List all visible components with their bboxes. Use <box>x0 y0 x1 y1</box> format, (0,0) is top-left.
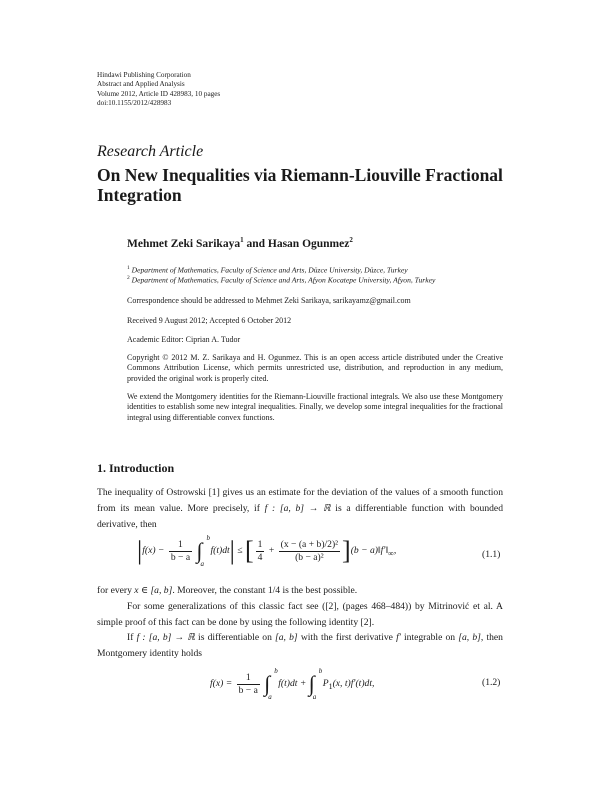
volume-info: Volume 2012, Article ID 428983, 10 pages <box>97 89 221 98</box>
author-1-affil: 1 <box>240 236 244 244</box>
equation-1-1: |f(x) − $\frac{1}{b - a}$ ∫ b a f(t)dt| ≤ [ $\frac{1}{4}$ + $\frac{\text{(x − (a + b)/2)²}}{\text{(b − a)²}}$ ]$(b - a)‖f'‖_\infty$, <box>137 534 397 568</box>
author-2-affil: 2 <box>349 236 353 244</box>
author-1: Mehmet Zeki Sarikaya <box>127 237 241 250</box>
affiliation-2: $^2$ Department of Mathematics, Faculty of Science and Arts, Afyon Kocatepe University, Afyon, Turkey <box>127 275 436 285</box>
authors-and: and <box>243 237 268 250</box>
journal-header <box>97 71 220 108</box>
authors <box>127 236 353 250</box>
article-type: Research Article <box>97 143 204 160</box>
equation-number-1-1: (1.1) <box>482 549 501 560</box>
equation-1-2: f(x) = $\frac{1}{b - a}$ ∫ b a f(t)dt + ∫ b a $P_1(x$, t)f′(t)dt, <box>210 667 375 701</box>
affiliation-1: $^1$ Department of Mathematics, Faculty of Science and Arts, Düzce University, Düzce, Turkey <box>127 265 408 275</box>
correspondence: Correspondence should be addressed to Mehmet Zeki Sarikaya, sarikayamz@gmail.com <box>127 296 411 305</box>
equation-number-1-2: (1.2) <box>482 677 501 688</box>
author-2: Hasan Ogunmez <box>267 237 350 250</box>
paper-title: On New Inequalities via Riemann-Liouville Fractional Integration <box>97 165 503 205</box>
intro-paragraph-2: for every x ∈ [a, b]. Moreover, the constant 1/4 is the best possible. <box>97 585 358 596</box>
journal-name: Abstract and Applied Analysis <box>97 80 185 89</box>
section-heading-introduction: 1. Introduction <box>97 461 175 475</box>
doi[interactable]: doi:10.1155/2012/428983 <box>97 98 172 107</box>
abstract: We extend the Montgomery identities for the Riemann-Liouville fractional integrals. We also use these Montgomery identities to establish some new integral inequalities. Finally, we develop some integral inequalities for the fractional integral using differentiable convex functions. <box>127 392 503 422</box>
publisher: Hindawi Publishing Corporation <box>97 71 191 79</box>
intro-paragraph-1: The inequality of Ostrowski [1] gives us an estimate for the deviation of the values of a smooth function from its mean value. More precisely, if f : [a, b] → ℝ is a differentiable function with bounded derivative, then <box>97 487 503 530</box>
copyright-notice: Copyright © 2012 M. Z. Sarikaya and H. Ogunmez. This is an open access article distributed under the Creative Commons Attribution License, which permits unrestricted use, distribution, and reproduction in any medium, provided the original work is properly cited. <box>127 353 503 383</box>
intro-paragraph-3: For some generalizations of this classic fact see ([2], (pages 468–484)) by Mitrinović et al. A simple proof of this fact can be done by using the following identity [2]. <box>97 601 503 628</box>
academic-editor: Academic Editor: Ciprian A. Tudor <box>127 335 241 344</box>
intro-paragraph-4: If f : [a, b] → ℝ is differentiable on [a, b] with the first derivative f′ integrable on [a, b], then Montgomery identity holds <box>97 632 503 659</box>
received-date: Received 9 August 2012; Accepted 6 October 2012 <box>127 316 292 325</box>
